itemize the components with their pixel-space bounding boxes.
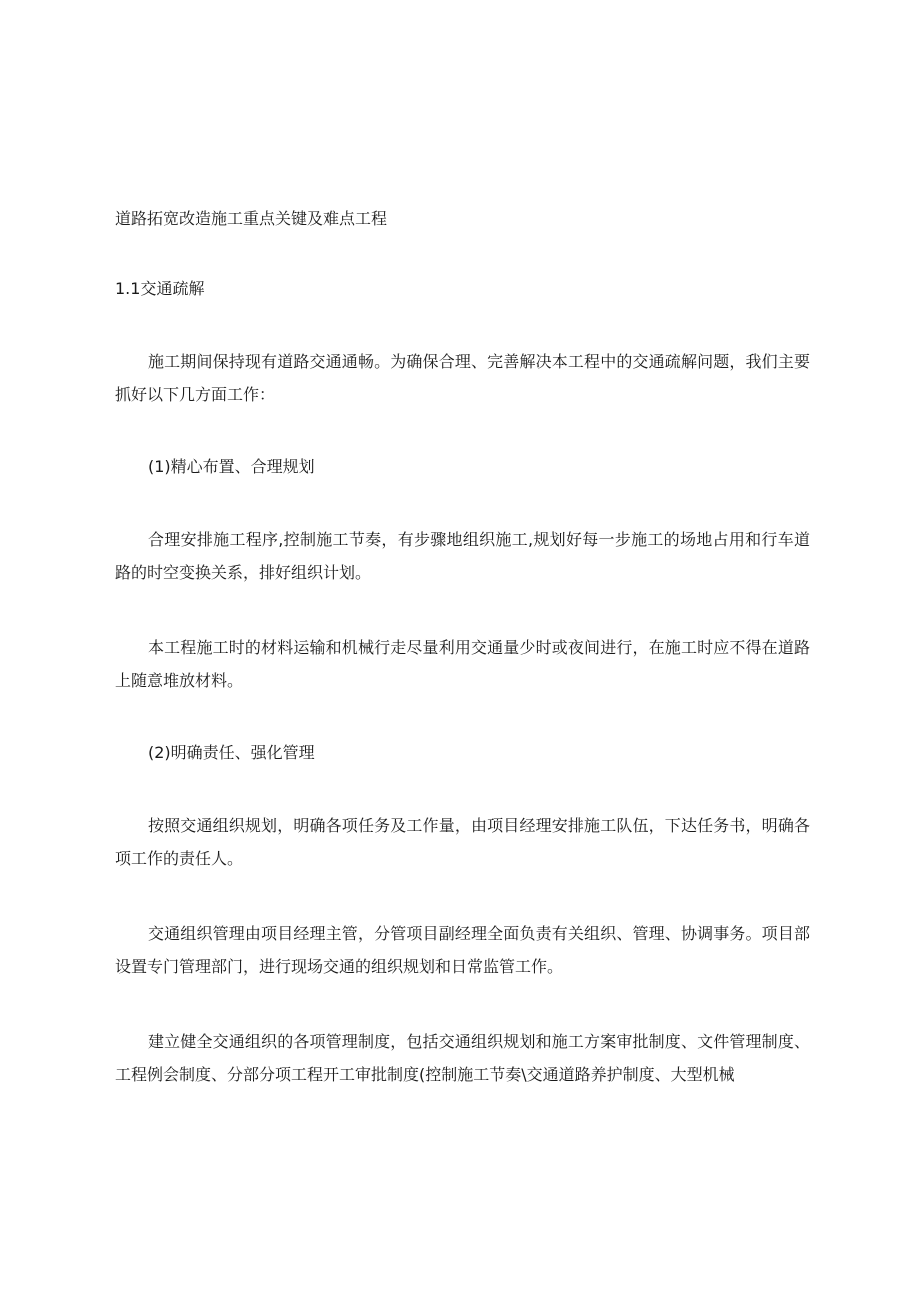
paragraph-management: 交通组织管理由项目经理主管，分管项目副经理全面负责有关组织、管理、协调事务。项目部设置专门管理部门，进行现场交通的组织规划和日常监管工作。 xyxy=(115,924,810,976)
section-heading: 1.1交通疏解 xyxy=(115,279,205,298)
paragraph-schedule: 合理安排施工程序,控制施工节奏，有步骤地组织施工,规划好每一步施工的场地占用和行车道路的时空变换关系，排好组织计划。 xyxy=(115,530,810,582)
paragraph-transport: 本工程施工时的材料运输和机械行走尽量利用交通量少时或夜间进行，在施工时应不得在道路上随意堆放材料。 xyxy=(115,638,810,690)
document-body xyxy=(115,205,810,1133)
paragraph-tasks: 按照交通组织规划，明确各项任务及工作量，由项目经理安排施工队伍，下达任务书，明确各项工作的责任人。 xyxy=(115,816,810,868)
document-title: 道路拓宽改造施工重点关键及难点工程 xyxy=(115,209,388,228)
subheading-responsibility: (2)明确责任、强化管理 xyxy=(148,743,315,762)
paragraph-intro: 施工期间保持现有道路交通通畅。为确保合理、完善解决本工程中的交通疏解问题，我们主要抓好以下几方面工作： xyxy=(115,352,810,404)
subheading-planning: (1)精心布置、合理规划 xyxy=(148,457,315,476)
paragraph-regulations: 建立健全交通组织的各项管理制度，包括交通组织规划和施工方案审批制度、文件管理制度、工程例会制度、分部分项工程开工审批制度(控制施工节奏\交通道路养护制度、大型机械 xyxy=(115,1032,810,1084)
